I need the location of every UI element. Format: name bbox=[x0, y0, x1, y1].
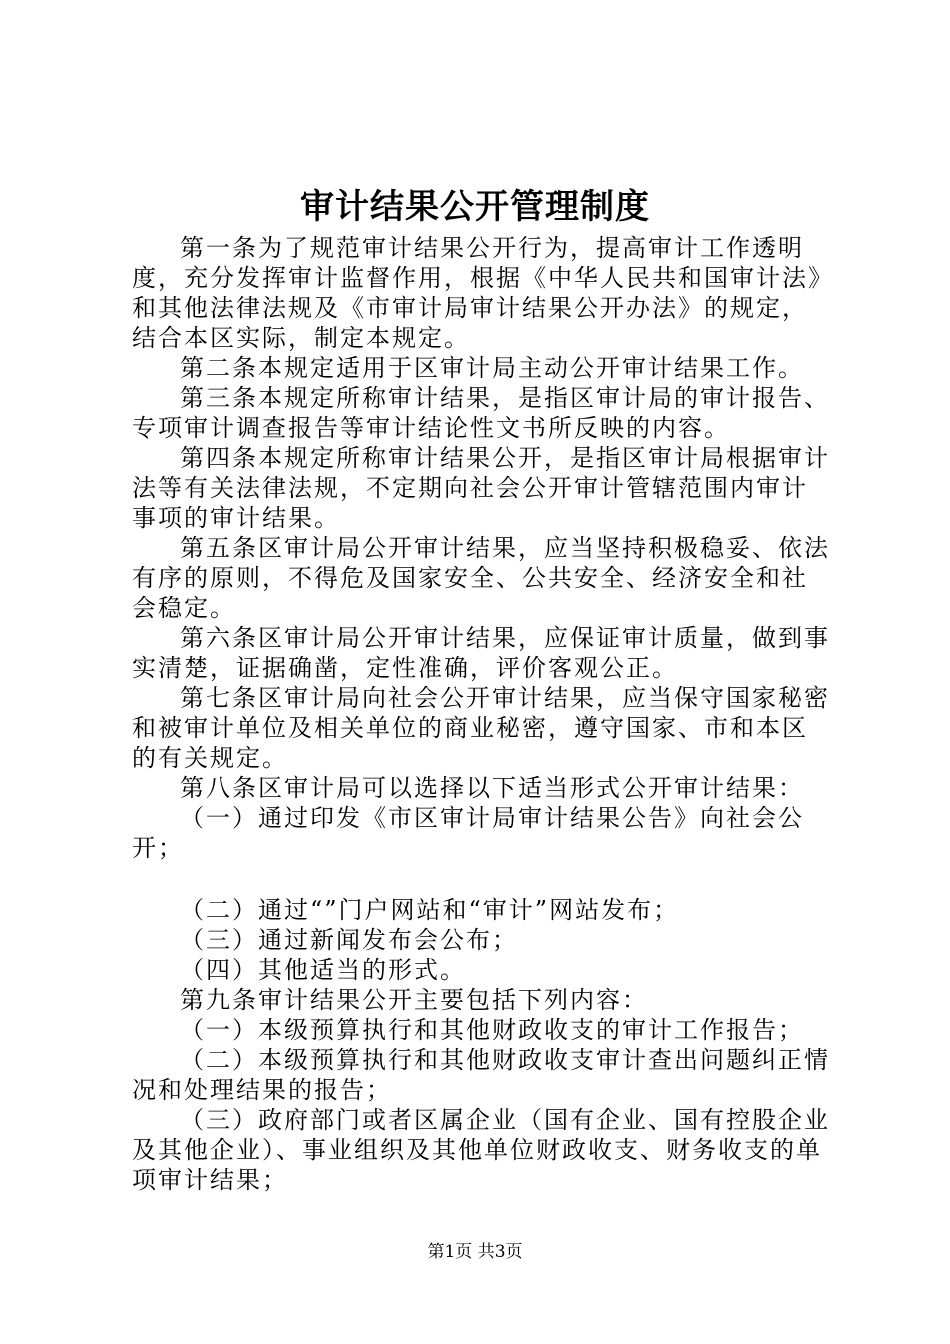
list-item-8-2: （二）通过“”门户网站和“审计”网站发布； bbox=[180, 896, 680, 924]
paragraph-article-2: 第二条本规定适用于区审计局主动公开审计结果工作。 bbox=[180, 354, 804, 382]
blank-line bbox=[132, 863, 832, 895]
paragraph-article-7: 第七条区审计局向社会公开审计结果，应当保守国家秘密和被审计单位及相关单位的商业秘密，遵守国家、市和本区的有关规定。 bbox=[132, 684, 830, 772]
list-item-8-1: （一）通过印发《市区审计局审计结果公告》向社会公开； bbox=[132, 804, 804, 862]
paragraph-article-1: 第一条为了规范审计结果公开行为，提高审计工作透明度，充分发挥审计监督作用，根据《中华人民共和国审计法》和其他法律法规及《市审计局审计结果公开办法》的规定，结合本区实际，制定本规定。 bbox=[132, 234, 822, 352]
document-title: 审计结果公开管理制度 bbox=[300, 187, 650, 227]
list-item-9-2: （二）本级预算执行和其他财政收支审计查出问题纠正情况和处理结果的报告； bbox=[132, 1046, 830, 1104]
list-item-9-1: （一）本级预算执行和其他财政收支的审计工作报告； bbox=[180, 1016, 804, 1044]
paragraph-article-5: 第五条区审计局公开审计结果，应当坚持积极稳妥、依法有序的原则，不得危及国家安全、公共安全、经济安全和社会稳定。 bbox=[132, 534, 830, 622]
paragraph-article-4: 第四条本规定所称审计结果公开，是指区审计局根据审计法等有关法律法规，不定期向社会公开审计管辖范围内审计事项的审计结果。 bbox=[132, 444, 830, 532]
paragraph-article-3: 第三条本规定所称审计结果，是指区审计局的审计报告、专项审计调查报告等审计结论性文书所反映的内容。 bbox=[132, 384, 830, 442]
list-item-9-3: （三）政府部门或者区属企业（国有企业、国有控股企业及其他企业）、事业组织及其他单位财政收支、财务收支的单项审计结果； bbox=[132, 1106, 830, 1194]
paragraph-article-6: 第六条区审计局公开审计结果，应保证审计质量，做到事实清楚，证据确凿，定性准确，评价客观公正。 bbox=[132, 624, 830, 682]
paragraph-article-9: 第九条审计结果公开主要包括下列内容： bbox=[180, 986, 648, 1014]
list-item-8-4: （四）其他适当的形式。 bbox=[180, 956, 466, 984]
paragraph-article-8: 第八条区审计局可以选择以下适当形式公开审计结果： bbox=[180, 774, 804, 802]
list-item-8-3: （三）通过新闻发布会公布； bbox=[180, 926, 518, 954]
document-body bbox=[132, 233, 832, 1195]
page-footer: 第1页 共3页 bbox=[427, 1242, 523, 1262]
